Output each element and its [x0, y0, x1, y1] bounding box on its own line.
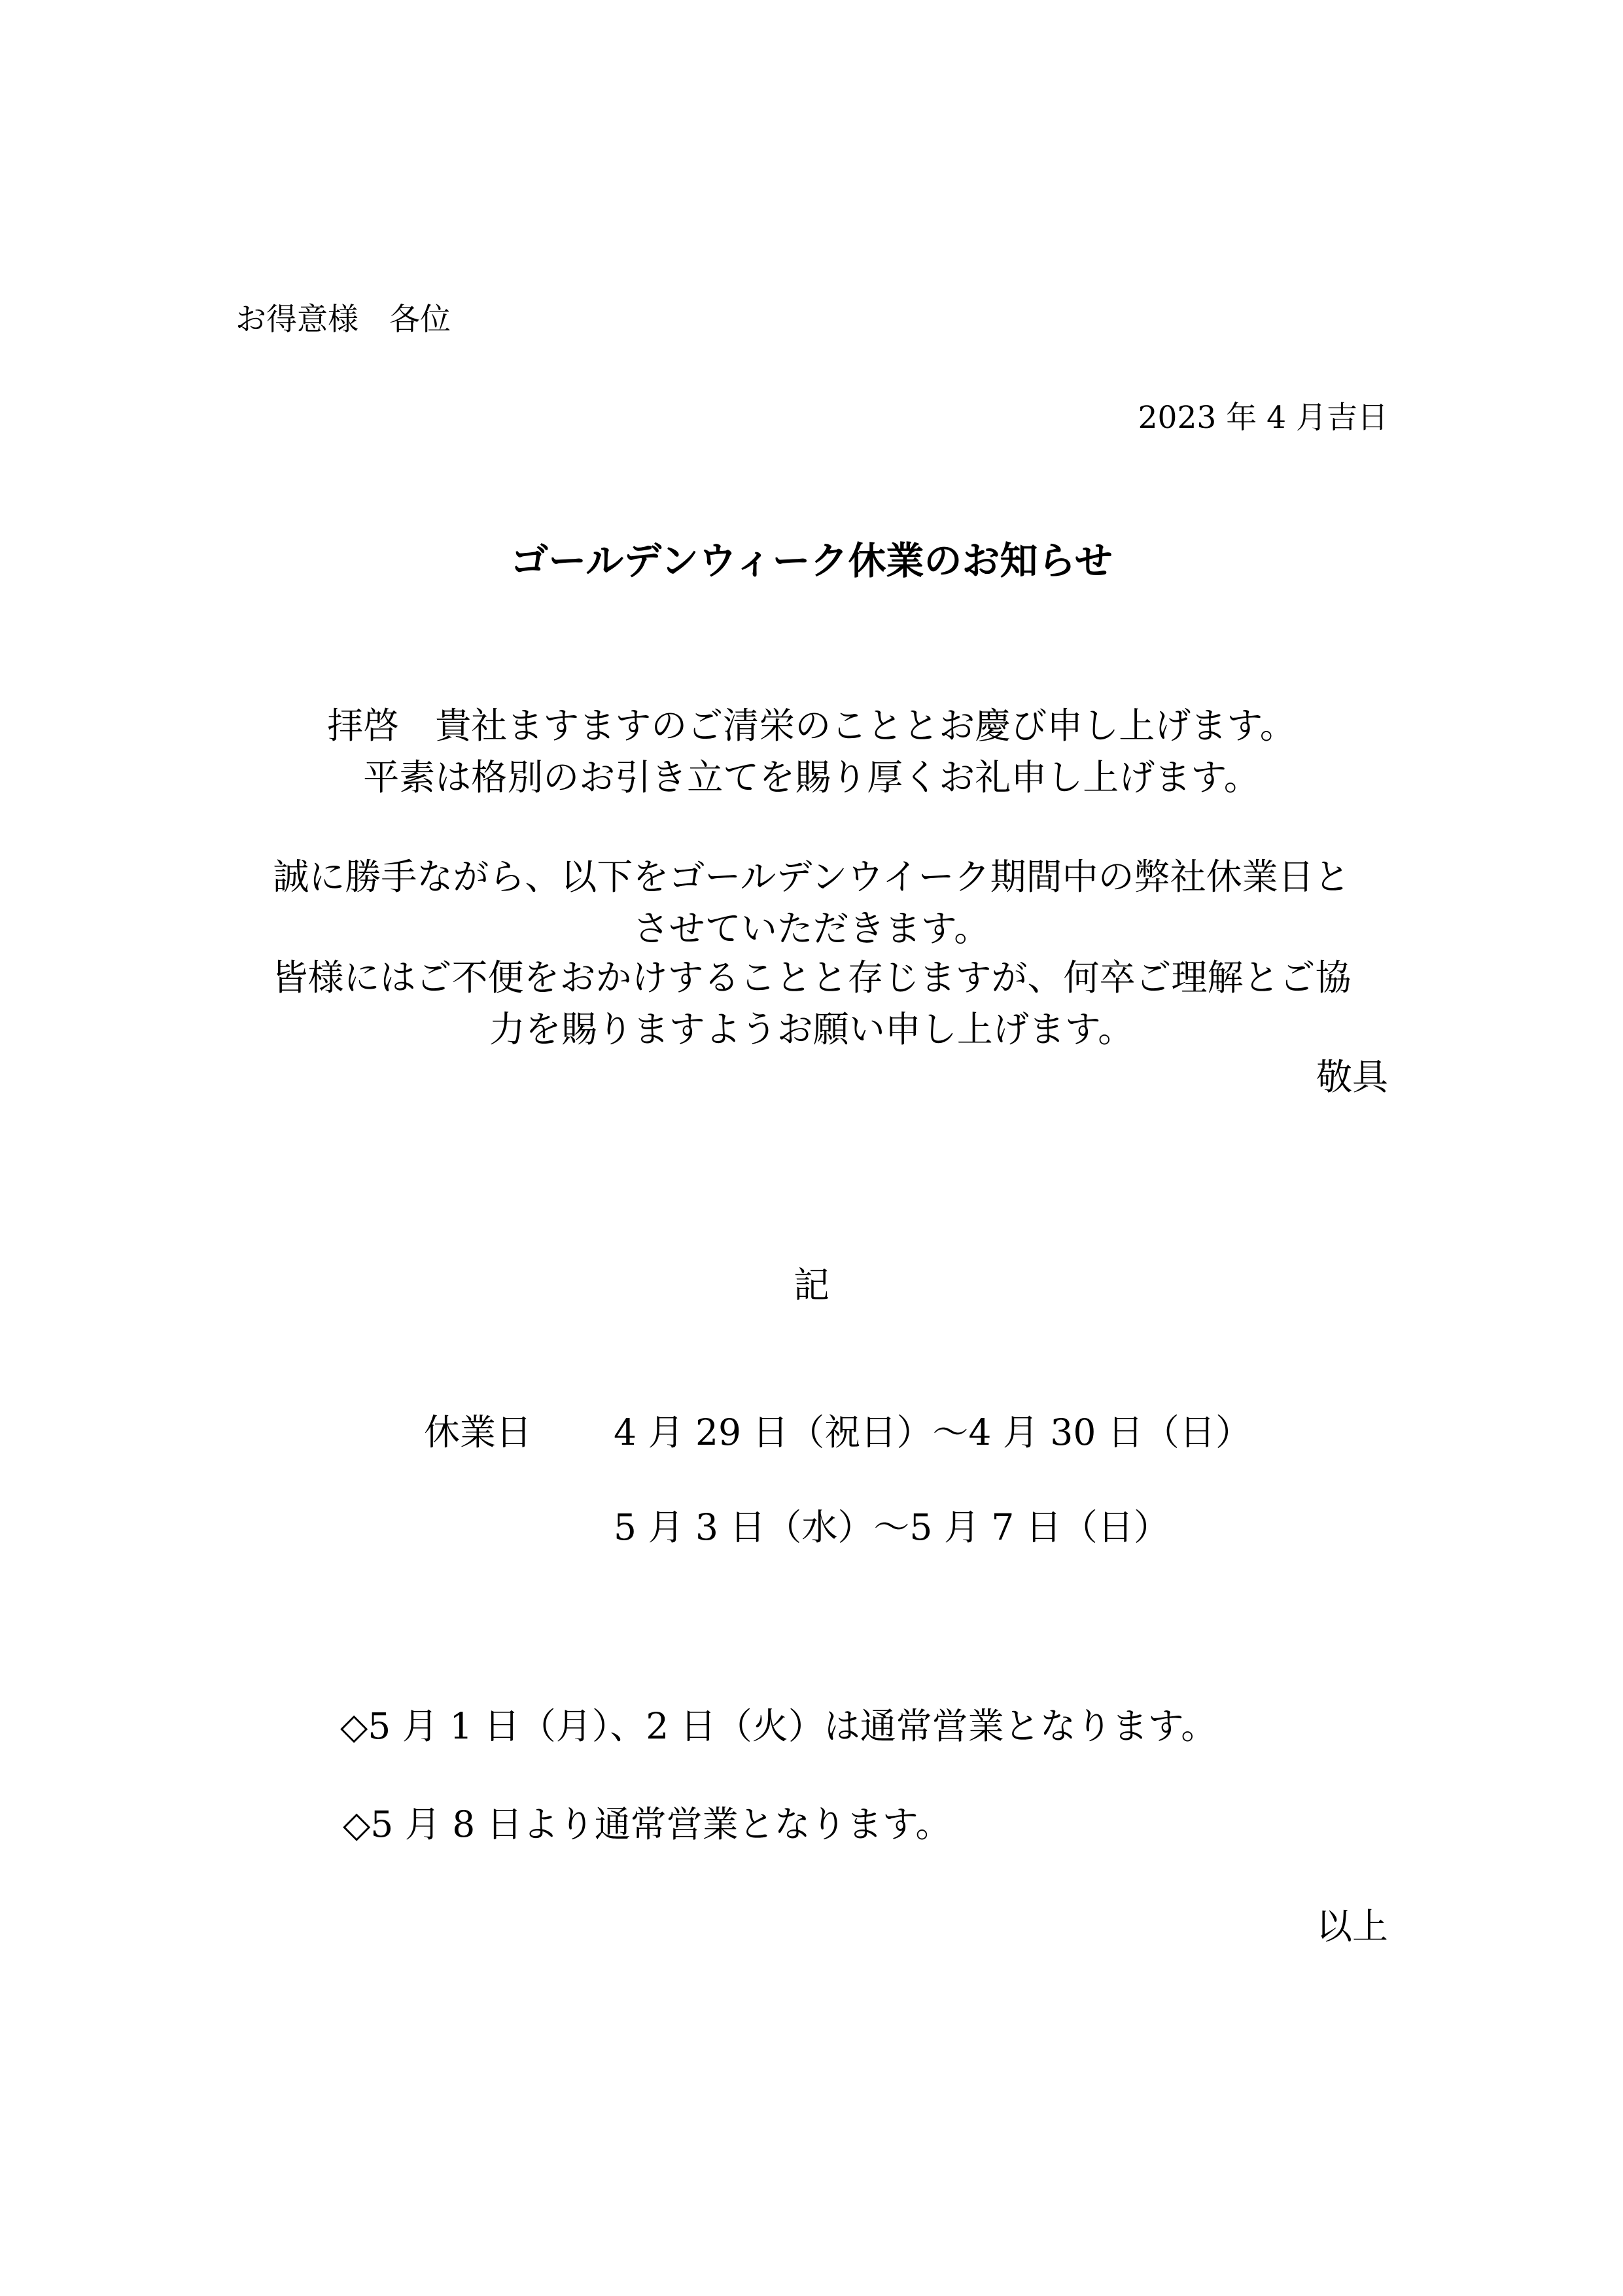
holiday-date-range: 4 月 29 日（祝日）～4 月 30 日（日）	[614, 1411, 1251, 1453]
greeting-line: 平素は格別のお引き立てを賜り厚くお礼申し上げます。	[363, 756, 1260, 798]
business-note: ◇5 月 1 日（月）、2 日（火）は通常営業となります。	[340, 1705, 1217, 1747]
document-title: ゴールデンウィーク休業のお知らせ	[510, 539, 1113, 583]
end-mark: 以上	[1316, 1905, 1388, 1947]
holiday-label: 休業日	[424, 1411, 532, 1453]
holiday-date-range: 5 月 3 日（水）～5 月 7 日（日）	[614, 1506, 1170, 1548]
business-note: ◇5 月 8 日より通常営業となります。	[343, 1803, 952, 1845]
body-paragraph-line: 力を賜りますようお願い申し上げます。	[489, 1008, 1134, 1050]
addressee: お得意様 各位	[236, 302, 451, 338]
body-paragraph-line: 皆様にはご不便をおかけすることと存じますが、何卒ご理解とご協	[271, 957, 1352, 998]
body-paragraph-line: させていただきます。	[633, 908, 990, 949]
greeting-line: 拝啓 貴社ますますのご清栄のこととお慶び申し上げます。	[327, 705, 1296, 747]
closing-remark: 敬具	[1316, 1056, 1388, 1098]
ki-heading: 記	[793, 1264, 829, 1306]
body-paragraph-line: 誠に勝手ながら、以下をゴールデンウイーク期間中の弊社休業日と	[273, 856, 1350, 898]
document-date: 2023 年 4 月吉日	[1138, 400, 1388, 436]
